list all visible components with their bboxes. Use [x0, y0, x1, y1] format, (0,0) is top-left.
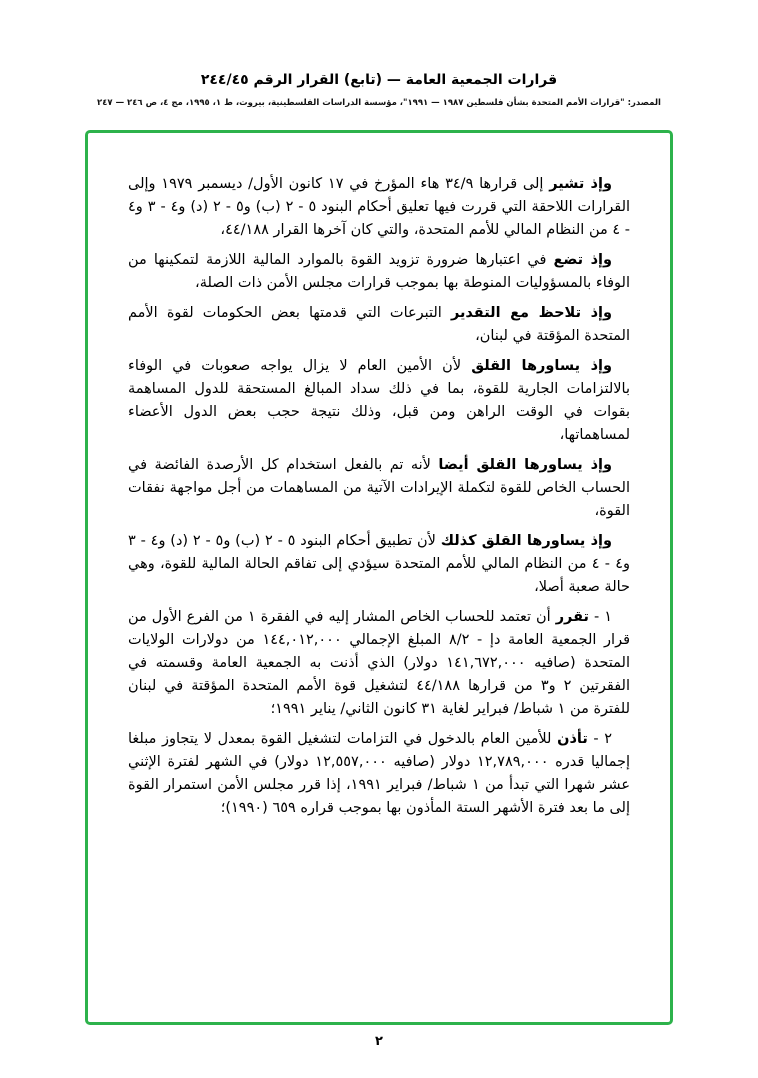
- paragraph-lead: وإذ تضع: [553, 252, 613, 268]
- paragraph: [128, 454, 630, 523]
- paragraph-lead: وإذ تلاحظ مع التقدير: [450, 305, 612, 321]
- paragraph-lead: وإذ يساورها القلق: [471, 358, 612, 374]
- paragraph-lead: وإذ تشير: [549, 176, 612, 192]
- paragraph-text: لأن الأمين العام لا يزال يواجه صعوبات في الوفاء بالالتزامات الجارية للقوة، بما في ذلك سداد المبالغ المستحقة للدول المساهمة بقوات في الوقت الراهن ومن قبل، وذلك نتيجة حجب بعض الدول الأعضاء لمساهماتها،: [128, 358, 630, 443]
- paragraph-lead: تأذن: [557, 731, 588, 747]
- paragraph-lead: وإذ يساورها القلق كذلك: [440, 533, 613, 549]
- paragraph-lead: تقرر: [555, 609, 589, 625]
- paragraph: [128, 249, 630, 295]
- paragraph-text: لأن تطبيق أحكام البنود ٥ - ٢ (ب) و٥ - ٢ (د) و٤ - ٣ و٤ - ٤ من النظام المالي للأمم المتحدة سيؤدي إلى تفاقم الحالة المالية للقوة، وهي حالة صعبة أصلا،: [128, 533, 631, 595]
- paragraph: [128, 302, 630, 348]
- paragraph: [128, 173, 630, 242]
- paragraph: [128, 606, 630, 721]
- resolution-text: [128, 173, 630, 820]
- paragraph-text: لأنه تم بالفعل استخدام كل الأرصدة الفائضة في الحساب الخاص للقوة لتكملة الإيرادات الآتية من المساهمات من أجل مواجهة نفقات القوة،: [128, 457, 630, 519]
- source-line: المصدر: "قرارات الأمم المتحدة بشأن فلسطين ١٩٨٧ — ١٩٩١"، مؤسسة الدراسات الفلسطينية، بيروت، ط ١، ١٩٩٥، مج ٤، ص ٢٤٦ — ٢٤٧: [97, 98, 661, 108]
- paragraph: [128, 530, 630, 599]
- page-number: ٢: [375, 1034, 383, 1049]
- paragraph-number: ٢ -: [587, 731, 613, 747]
- content-border-box: [85, 130, 673, 1025]
- paragraph-text: التبرعات التي قدمتها بعض الحكومات لقوة الأمم المتحدة المؤقتة في لبنان،: [128, 305, 630, 344]
- page-header: [0, 0, 758, 108]
- paragraph-text: إلى قرارها ٣٤/٩ هاء المؤرخ في ١٧ كانون الأول/ ديسمبر ١٩٧٩ وإلى القرارات اللاحقة التي قررت فيها تعليق أحكام البنود ٥ - ٢ (ب) و٥ - ٢ (د) و٤ - ٣ و٤ - ٤ من النظام المالي للأمم المتحدة، والتي كان آخرها القرار ٤٤/١٨٨،: [128, 176, 631, 238]
- page-title: قرارات الجمعية العامة — (تابع) القرار الرقم ٢٤٤/٤٥: [200, 72, 558, 88]
- paragraph-lead: وإذ يساورها القلق أيضا: [438, 457, 612, 473]
- paragraph-text: أن تعتمد للحساب الخاص المشار إليه في الفقرة ١ من الفرع الأول من قرار الجمعية العامة دإ - ٨/٢ المبلغ الإجمالي ١٤٤,٠١٢,٠٠٠ من دولارات الولايات المتحدة (صافيه ١٤١,٦٧٢,٠٠٠ دولار) الذي أذنت به الجمعية العامة وقسمته في الفقرتين ٢ و٣ من قرارها ٤٤/١٨٨ لتشغيل قوة الأمم المتحدة المؤقتة في لبنان للفترة من ١ شباط/ فبراير لغاية ٣١ كانون الثاني/ يناير ١٩٩١؛: [128, 609, 631, 717]
- paragraph-number: ١ -: [588, 609, 612, 625]
- paragraph-text: للأمين العام بالدخول في التزامات لتشغيل القوة بمعدل لا يتجاوز مبلغا إجماليا قدره ١٢,٧٨٩,٠٠٠ دولار (صافيه ١٢,٥٥٧,٠٠٠ دولار) في الشهر لفترة الإثني عشر شهرا التي تبدأ من ١ شباط/ فبراير ١٩٩١، إذا قرر مجلس الأمن استمرار القوة إلى ما بعد فترة الأشهر الستة المأذون بها بموجب قراره ٦٥٩ (١٩٩٠)؛: [128, 731, 631, 816]
- paragraph-text: في اعتبارها ضرورة تزويد القوة بالموارد المالية اللازمة لتمكينها من الوفاء بالمسؤوليات المنوطة بها بموجب قرارات مجلس الأمن ذات الصلة،: [128, 252, 630, 291]
- paragraph: [128, 355, 630, 447]
- paragraph: [128, 728, 630, 820]
